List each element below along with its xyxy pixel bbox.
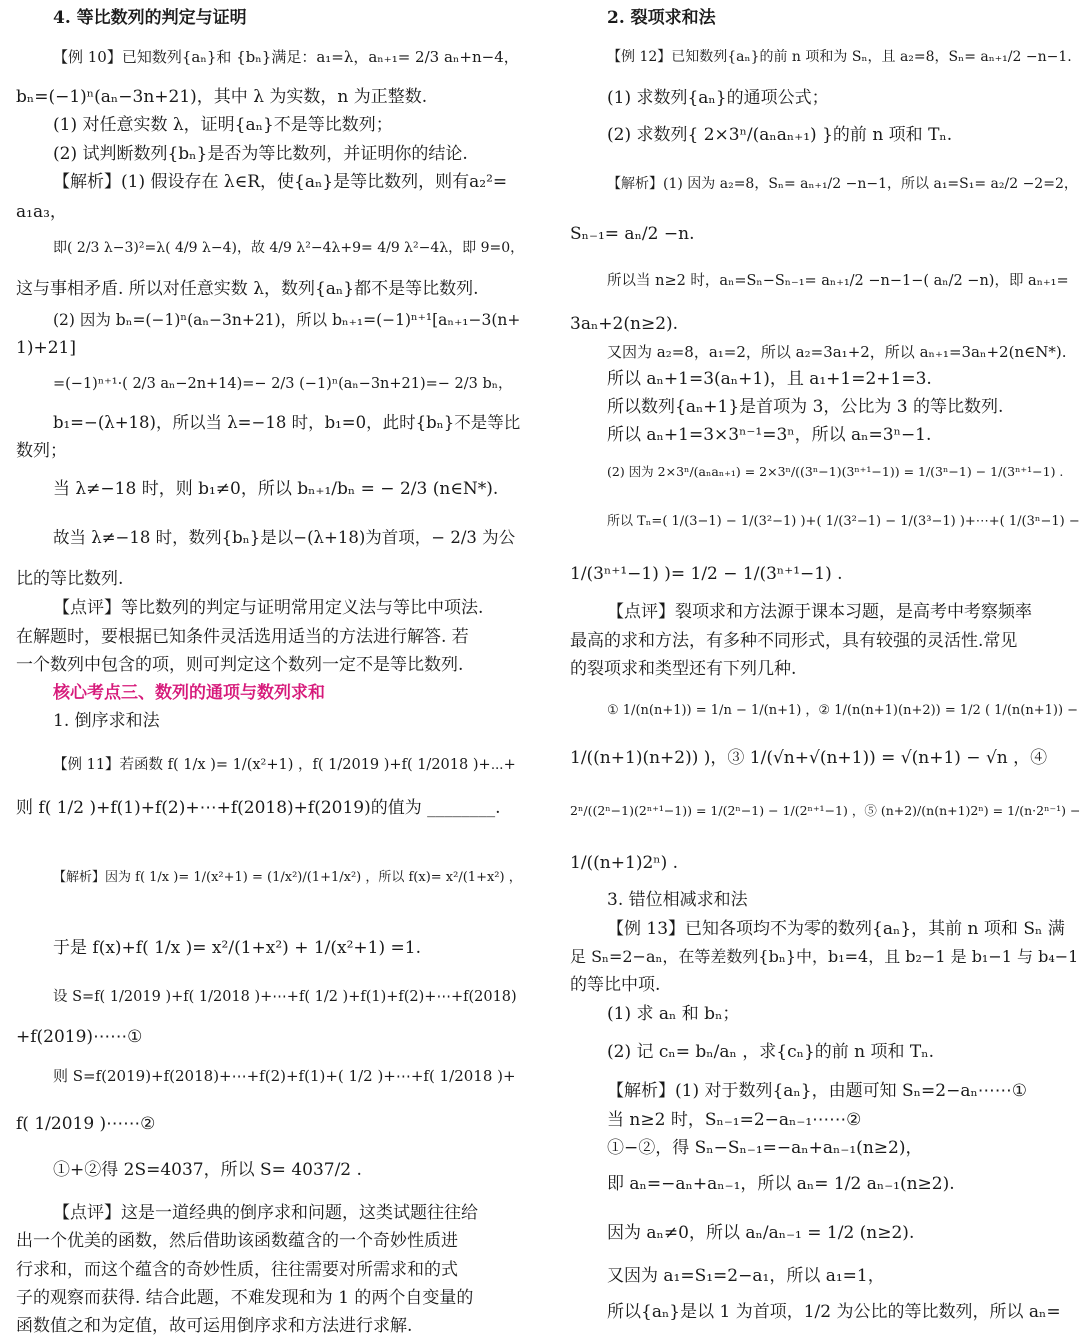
example-10-statement: 【例 10】已知数列{aₙ}和 {bₙ}满足：a₁=λ，aₙ₊₁= 2/3 aₙ+n−4，	[53, 48, 519, 66]
subsection-heading: 2. 裂项求和法	[607, 8, 716, 28]
comment-line: 在解题时，要根据已知条件灵活选用适当的方法进行解答. 若	[16, 627, 469, 647]
section-heading: 4. 等比数列的判定与证明	[53, 8, 247, 28]
text-line: 因为 aₙ≠0，所以 aₙ/aₙ₋₁ = 1/2 (n≥2).	[607, 1223, 915, 1243]
text-line: 这与事相矛盾. 所以对任意实数 λ，数列{aₙ}都不是等比数列.	[16, 279, 479, 299]
text-line: (2) 因为 bₙ=(−1)ⁿ(aₙ−3n+21)，所以 bₙ₊₁=(−1)ⁿ⁺¹[aₙ₊₁−3(n+	[53, 311, 521, 329]
solution-start: 【解析】(1) 因为 a₂=8，Sₙ= aₙ₊₁/2 −n−1，所以 a₁=S₁= a₂/2 −2=2，	[607, 176, 1078, 192]
text-line: 即 aₙ=−aₙ+aₙ₋₁，所以 aₙ= 1/2 aₙ₋₁(n≥2).	[607, 1174, 955, 1194]
text-line: 3aₙ+2(n≥2).	[570, 314, 679, 334]
text-line: 足 Sₙ=2−aₙ，在等差数列{bₙ}中，b₁=4，且 b₂−1 是 b₁−1 与 b₄−1	[570, 947, 1079, 966]
text-line: 又因为 a₂=8，a₁=2，所以 a₂=3a₁+2，所以 aₙ₊₁=3aₙ+2(n∈N*).	[607, 343, 1067, 361]
question-2: (2) 求数列{ 2×3ⁿ/(aₙaₙ₊₁) }的前 n 项和 Tₙ.	[607, 125, 953, 145]
question-1: (1) 对任意实数 λ，证明{aₙ}不是等比数列；	[53, 115, 393, 135]
text-line: 当 λ≠−18 时，则 b₁≠0，所以 bₙ₊₁/bₙ = − 2/3 (n∈N*).	[53, 479, 499, 499]
question-1: (1) 求数列{aₙ}的通项公式；	[607, 88, 829, 108]
text-line: a₁a₃，	[16, 202, 67, 222]
text-line: f( 1/2019 )⋯⋯②	[16, 1114, 156, 1134]
solution-start: 【解析】(1) 假设存在 λ∈R，使{aₙ}是等比数列，则有a₂²=	[53, 172, 508, 192]
text-line: 所以数列{aₙ+1}是首项为 3，公比为 3 的等比数列.	[607, 397, 1004, 417]
comment-line: 【点评】裂项求和方法源于课本习题，是高考中考察频率	[607, 602, 1032, 622]
text-line: (2) 因为 2×3ⁿ/(aₙaₙ₊₁) = 2×3ⁿ/((3ⁿ−1)(3ⁿ⁺¹−1)) = 1/(3ⁿ−1) − 1/(3ⁿ⁺¹−1) .	[607, 464, 1064, 479]
text-line: 1)+21]	[16, 338, 76, 358]
text-line: 所以{aₙ}是以 1 为首项，1/2 为公比的等比数列，所以 aₙ=	[607, 1302, 1061, 1322]
comment-line: 出一个优美的函数，然后借助该函数蕴含的一个奇妙性质进	[16, 1231, 458, 1251]
solution-start: 【解析】(1) 对于数列{aₙ}，由题可知 Sₙ=2−aₙ⋯⋯①	[607, 1081, 1028, 1101]
text-line: 又因为 a₁=S₁=2−a₁，所以 a₁=1，	[607, 1266, 885, 1286]
subsection-heading: 1. 倒序求和法	[53, 711, 160, 731]
text-line: 的等比中项.	[570, 975, 661, 995]
subsection-heading: 3. 错位相减求和法	[607, 890, 748, 910]
formula-line: ① 1/(n(n+1)) = 1/n − 1/(n+1) ，② 1/(n(n+1)(n+2)) = 1/2 ( 1/(n(n+1)) −	[607, 703, 1079, 718]
formula-line: 1/((n+1)(n+2)) )，③ 1/(√n+√(n+1)) = √(n+1) − √n ，④	[570, 748, 1048, 768]
example-11-statement: 【例 11】若函数 f( 1/x )= 1/(x²+1) ，f( 1/2019 )+f( 1/2018 )+⋯+	[53, 757, 516, 773]
example-12-statement: 【例 12】已知数列{aₙ}的前 n 项和为 Sₙ，且 a₂=8，Sₙ= aₙ₊₁/2 −n−1.	[607, 49, 1072, 65]
text-line: ①+②得 2S=4037，所以 S= 4037/2 .	[53, 1160, 362, 1180]
comment-line: 函数值之和为定值，故可运用倒序求和方法进行求解.	[16, 1316, 413, 1336]
text-line: 故当 λ≠−18 时，数列{bₙ}是以−(λ+18)为首项，− 2/3 为公	[53, 528, 516, 547]
text-line: Sₙ₋₁= aₙ/2 −n.	[570, 224, 695, 244]
text-line: 所以当 n≥2 时，aₙ=Sₙ−Sₙ₋₁= aₙ₊₁/2 −n−1−( aₙ/2 −n)，即 aₙ₊₁=	[607, 273, 1069, 289]
text-line: 数列；	[16, 441, 67, 461]
text-line: +f(2019)⋯⋯①	[16, 1027, 143, 1047]
text-line: 当 n≥2 时，Sₙ₋₁=2−aₙ₋₁⋯⋯②	[607, 1110, 862, 1130]
core-topic-heading: 核心考点三、数列的通项与数列求和	[53, 683, 325, 703]
text-line: =(−1)ⁿ⁺¹·( 2/3 aₙ−2n+14)=− 2/3 (−1)ⁿ(aₙ−3n+21)=− 2/3 bₙ，	[53, 376, 513, 392]
text-line: 即( 2/3 λ−3)²=λ( 4/9 λ−4)，故 4/9 λ²−4λ+9= 4/9 λ²−4λ，即 9=0，	[53, 240, 525, 256]
text-line: ①−②，得 Sₙ−Sₙ₋₁=−aₙ+aₙ₋₁(n≥2)，	[607, 1138, 923, 1158]
left-column	[16, 0, 526, 1344]
text-line: 则 f( 1/2 )+f(1)+f(2)+⋯+f(2018)+f(2019)的值为 ________.	[16, 798, 501, 818]
text-line: 则 S=f(2019)+f(2018)+⋯+f(2)+f(1)+( 1/2 )+⋯+f( 1/2018 )+	[53, 1067, 516, 1085]
text-line: b₁=−(λ+18)，所以当 λ=−18 时，b₁=0，此时{bₙ}不是等比	[53, 413, 521, 432]
question-1: (1) 求 aₙ 和 bₙ；	[607, 1004, 740, 1024]
comment-line: 的裂项求和类型还有下列几种.	[570, 659, 797, 679]
text-line: 所以 aₙ+1=3(aₙ+1)，且 a₁+1=2+1=3.	[607, 369, 932, 389]
comment-line: 最高的求和方法，有多种不同形式，具有较强的灵活性.常见	[570, 631, 1018, 651]
text-line: 比的等比数列.	[16, 569, 124, 589]
question-2: (2) 试判断数列{bₙ}是否为等比数列，并证明你的结论.	[53, 144, 468, 164]
formula-line: 2ⁿ/((2ⁿ−1)(2ⁿ⁺¹−1)) = 1/(2ⁿ−1) − 1/(2ⁿ⁺¹−1) ，⑤ (n+2)/(n(n+1)2ⁿ) = 1/(n·2ⁿ⁻¹) −	[570, 803, 1080, 818]
formula-line: 1/((n+1)2ⁿ) .	[570, 853, 679, 873]
question-2: (2) 记 cₙ= bₙ/aₙ ，求{cₙ}的前 n 项和 Tₙ.	[607, 1042, 935, 1062]
comment-line: 行求和，而这个蕴含的奇妙性质，往往需要对所需求和的式	[16, 1260, 458, 1280]
text-line: 设 S=f( 1/2019 )+f( 1/2018 )+⋯+f( 1/2 )+f(1)+f(2)+⋯+f(2018)	[53, 989, 517, 1005]
text-line: 1/(3ⁿ⁺¹−1) )= 1/2 − 1/(3ⁿ⁺¹−1) .	[570, 564, 843, 584]
right-column	[570, 0, 1080, 1344]
text-line: 所以 Tₙ=( 1/(3−1) − 1/(3²−1) )+( 1/(3²−1) − 1/(3³−1) )+⋯+( 1/(3ⁿ−1) −	[607, 514, 1080, 529]
text-line: 于是 f(x)+f( 1/x )= x²/(1+x²) + 1/(x²+1) =1.	[53, 938, 421, 958]
comment-line: 【点评】等比数列的判定与证明常用定义法与等比中项法.	[53, 598, 484, 618]
solution-start: 【解析】因为 f( 1/x )= 1/(x²+1) = (1/x²)/(1+1/x²) ，所以 f(x)= x²/(1+x²) ，	[53, 870, 522, 885]
comment-line: 【点评】这是一道经典的倒序求和问题，这类试题往往给	[53, 1203, 478, 1223]
text-line: bₙ=(−1)ⁿ(aₙ−3n+21)，其中 λ 为实数，n 为正整数.	[16, 87, 428, 107]
text-line: 所以 aₙ+1=3×3ⁿ⁻¹=3ⁿ，所以 aₙ=3ⁿ−1.	[607, 425, 932, 445]
comment-line: 一个数列中包含的项，则可判定这个数列一定不是等比数列.	[16, 655, 464, 675]
comment-line: 子的观察而获得. 结合此题，不难发现和为 1 的两个自变量的	[16, 1288, 474, 1308]
example-13-statement: 【例 13】已知各项均不为零的数列{aₙ}，其前 n 项和 Sₙ 满	[607, 919, 1065, 939]
